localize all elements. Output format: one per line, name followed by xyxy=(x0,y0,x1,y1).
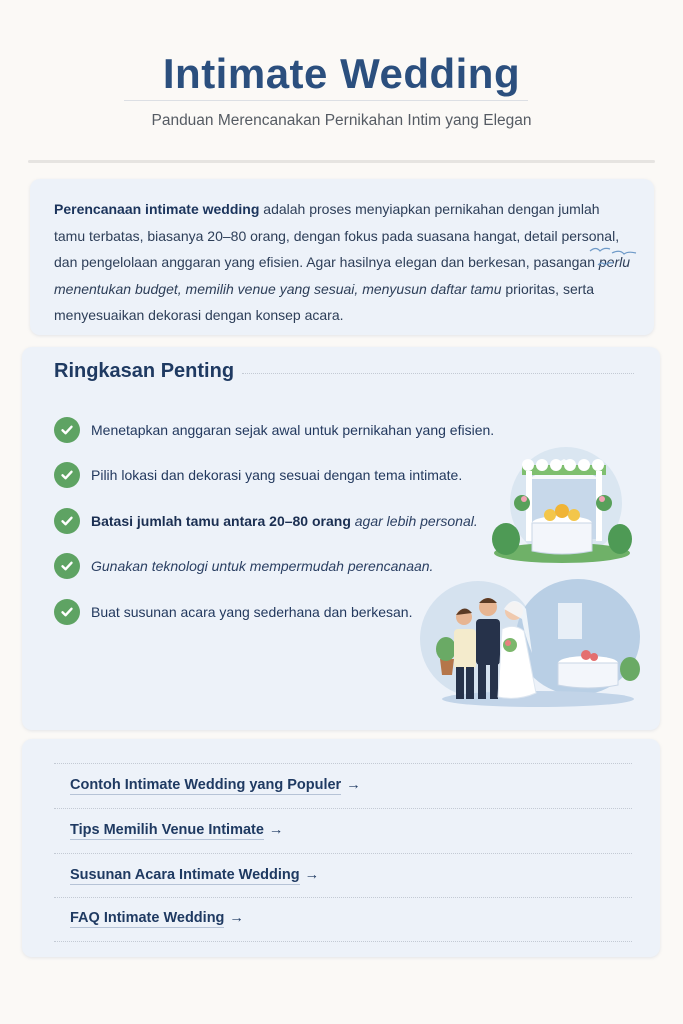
page-title: Intimate Wedding xyxy=(162,50,521,97)
summary-title: Ringkasan Penting xyxy=(54,360,235,382)
title-divider xyxy=(124,100,528,101)
summary-item-italic: agar lebih personal. xyxy=(350,512,478,529)
arrow-right-icon: → xyxy=(346,777,361,793)
check-circle-icon xyxy=(54,508,80,534)
link-susunan-acara[interactable] xyxy=(70,867,319,883)
summary-item-text xyxy=(91,513,478,529)
arrow-right-icon: → xyxy=(268,822,284,838)
page-subtitle: Panduan Merencanakan Pernikahan Intim yang Elegan xyxy=(151,112,532,129)
related-links-card xyxy=(22,739,660,957)
intro-text: adalah proses menyiapkan pernikahan dengan jumlah tamu terbatas, biasanya 20–80 orang, dengan fokus pada suasana hangat, detail personal, dan pengelolaan anggaran yang efisien. Agar hasilnya elegan dan berkesan, pasangan xyxy=(54,201,620,270)
summary-divider xyxy=(242,373,634,374)
link-divider xyxy=(54,763,632,764)
link-divider xyxy=(54,897,632,898)
summary-item xyxy=(54,498,494,544)
intro-lead: Perencanaan intimate wedding xyxy=(54,201,260,217)
intro-card xyxy=(30,179,654,335)
wedding-table-illustration xyxy=(492,445,632,567)
intro-paragraph xyxy=(54,196,630,329)
link-faq[interactable] xyxy=(70,910,244,926)
summary-item-bold: Batasi jumlah tamu antara 20–80 orang xyxy=(91,512,351,529)
arrow-right-icon: → xyxy=(229,910,244,926)
birds-icon xyxy=(588,243,638,273)
link-label: Susunan Acara Intimate Wedding xyxy=(70,867,300,883)
summary-header xyxy=(54,360,634,383)
link-label: FAQ Intimate Wedding xyxy=(70,910,225,926)
summary-item-text: Pilih lokasi dan dekorasi yang sesuai dengan tema intimate. xyxy=(91,467,463,484)
summary-item xyxy=(54,453,494,499)
link-label: Contoh Intimate Wedding yang Populer xyxy=(70,777,342,793)
check-circle-icon xyxy=(54,462,80,488)
summary-card xyxy=(22,347,660,730)
wedding-couple-illustration xyxy=(418,573,640,709)
link-divider xyxy=(54,808,632,809)
summary-item xyxy=(54,407,494,453)
intro-text: prioritas, serta menyesuaikan dekorasi dengan konsep acara. xyxy=(54,280,595,323)
link-tips-venue[interactable] xyxy=(70,822,283,838)
summary-item-text: Buat susunan acara yang sederhana dan berkesan. xyxy=(91,603,413,620)
link-contoh-intimate-wedding[interactable] xyxy=(70,777,361,793)
summary-item-italic: Gunakan teknologi untuk mempermudah perencanaan. xyxy=(91,558,434,575)
intro-italic: perlu menentukan budget, xyxy=(54,254,631,297)
header-divider xyxy=(28,160,655,163)
link-divider xyxy=(54,941,632,942)
summary-item-text xyxy=(91,558,433,574)
check-circle-icon xyxy=(54,553,80,579)
link-divider xyxy=(54,853,632,854)
intro-italic: memilih venue yang sesuai, menyusun daftar tamu xyxy=(185,280,502,297)
check-circle-icon xyxy=(54,599,80,625)
check-circle-icon xyxy=(54,417,80,443)
arrow-right-icon: → xyxy=(304,867,320,883)
summary-item-text: Menetapkan anggaran sejak awal untuk pernikahan yang efisien. xyxy=(91,421,495,438)
link-label: Tips Memilih Venue Intimate xyxy=(70,822,264,838)
